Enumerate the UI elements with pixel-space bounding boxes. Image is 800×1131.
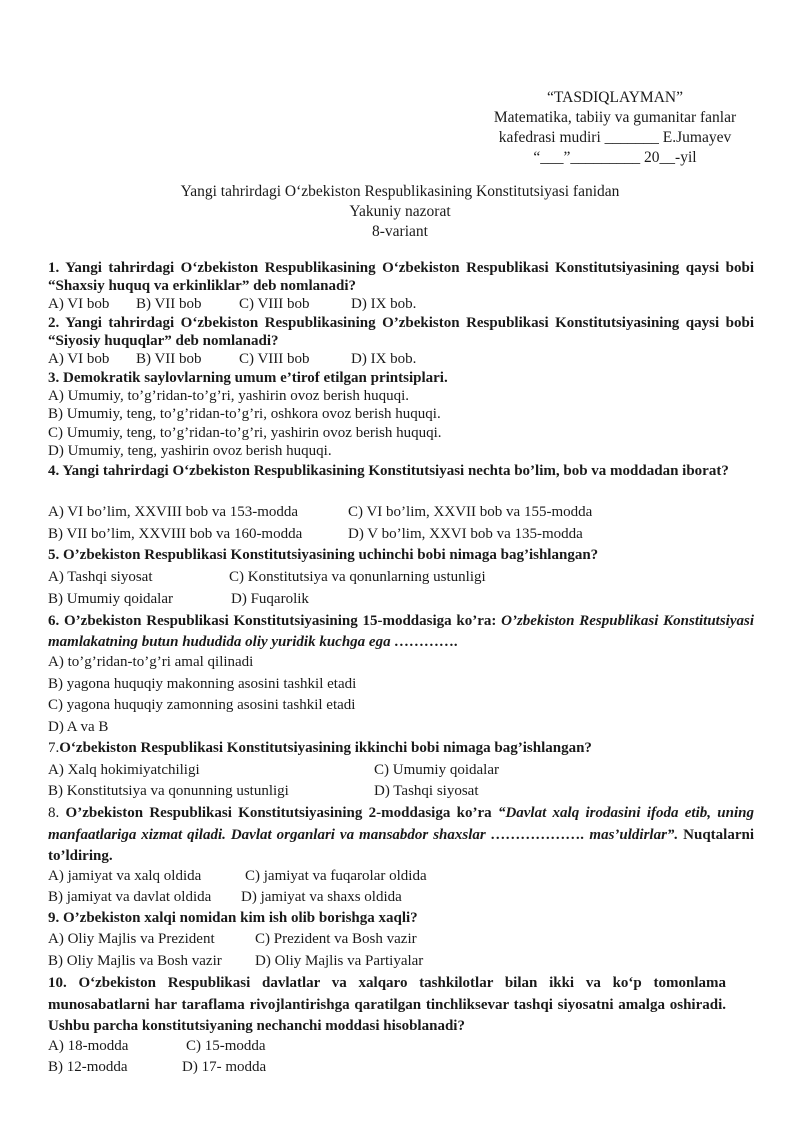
- question-4-options-row2: [48, 525, 754, 543]
- option-d: D) Fuqarolik: [231, 591, 309, 607]
- question-3-option-a: A) Umumiy, to’g’ridan-to’g’ri, yashirin ovoz berish huquqi.: [48, 388, 410, 404]
- option-d: D) Tashqi siyosat: [374, 783, 479, 799]
- option-b: B) VII bob: [136, 351, 202, 367]
- heading-type: Yakuniy nazorat: [349, 203, 451, 220]
- question-9: 9. O’zbekiston xalqi nomidan kim ish olib borishga xaqli?: [48, 910, 418, 926]
- question-6-option-c: C) yagona huquqiy zamonning asosini tashkil etadi: [48, 697, 356, 713]
- approval-block: [470, 88, 760, 168]
- question-6-quote: O’zbekiston Respublikasi Konstitutsiyasi mamlakatning butun hududida oliy yuridik kuchga ega ………….: [48, 613, 755, 650]
- question-6-option-d: D) A va B: [48, 719, 109, 735]
- option-a: A) jamiyat va xalq oldida: [48, 868, 202, 884]
- approval-date: “___”_________ 20__-yil: [533, 149, 697, 166]
- option-d: D) 17- modda: [182, 1059, 267, 1075]
- question-6-option-a: A) to’g’ridan-to’g’ri amal qilinadi: [48, 654, 254, 670]
- question-1: 1. Yangi tahrirdagi O‘zbekiston Respublikasining O‘zbekiston Respublikasi Konstitutsiyasining qaysi bobi “Shaxsiy huquq va erkinliklar” deb nomlanadi?: [48, 260, 754, 294]
- question-8-suffix: Nuqtalarni to’ldiring.: [48, 826, 754, 864]
- question-7-text: O‘zbekiston Respublikasi Konstitutsiyasining ikkinchi bobi nimaga bag’ishlangan?: [59, 740, 592, 756]
- question-5-options-row1: [48, 568, 754, 586]
- option-b: B) Umumiy qoidalar: [48, 591, 173, 607]
- option-a: A) VI bob: [48, 351, 110, 367]
- option-b: B) VII bo’lim, XXVIII bob va 160-modda: [48, 526, 303, 542]
- question-4: 4. Yangi tahrirdagi O‘zbekiston Respublikasining Konstitutsiyasi nechta bo’lim, bob va moddadan iborat?: [48, 463, 729, 479]
- question-8-quote: “Davlat xalq irodasini ifoda etib, uning manfaatlariga xizmat qiladi. Davlat organlari va mansabdor shaxslar ………………. mas’uldirlar”.: [48, 805, 755, 843]
- approval-department: Matematika, tabiiy va gumanitar fanlar: [493, 109, 737, 126]
- question-9-options-row1: [48, 930, 754, 948]
- option-a: A) Oliy Majlis va Prezident: [48, 931, 215, 947]
- question-2-options: [48, 350, 754, 368]
- question-2: 2. Yangi tahrirdagi O‘zbekiston Respublikasining O’zbekiston Respublikasi Konstitutsiyasining qaysi bobi “Siyosiy huquqlar” deb nomlanadi?: [48, 315, 754, 349]
- question-6-prefix: 6. O’zbekiston Respublikasi Konstitutsiyasining 15-moddasiga ko’ra:: [48, 613, 497, 629]
- question-7: [48, 739, 754, 757]
- option-a: A) Tashqi siyosat: [48, 569, 153, 585]
- question-8: [48, 803, 754, 868]
- heading-subject: Yangi tahrirdagi O‘zbekiston Respublikasining Konstitutsiyasi fanidan: [180, 183, 620, 200]
- question-4-options-row1: [48, 503, 754, 521]
- option-d: D) IX bob.: [351, 296, 417, 312]
- option-d: D) jamiyat va shaxs oldida: [241, 889, 402, 905]
- question-10-options-row1: [48, 1037, 754, 1055]
- question-6: [48, 611, 754, 653]
- option-c: C) jamiyat va fuqarolar oldida: [245, 868, 427, 884]
- option-b: B) Konstitutsiya va qonunning ustunligi: [48, 783, 289, 799]
- option-b: B) jamiyat va davlat oldida: [48, 889, 212, 905]
- option-c: C) Prezident va Bosh vazir: [255, 931, 417, 947]
- option-c: C) VI bo’lim, XXVII bob va 155-modda: [348, 504, 593, 520]
- question-3-option-d: D) Umumiy, teng, yashirin ovoz berish huquqi.: [48, 443, 332, 459]
- option-a: A) VI bo’lim, XXVIII bob va 153-modda: [48, 504, 299, 520]
- option-a: A) VI bob: [48, 296, 110, 312]
- option-c: C) 15-modda: [186, 1038, 266, 1054]
- option-b: B) Oliy Majlis va Bosh vazir: [48, 953, 222, 969]
- question-8-prefix: O’zbekiston Respublikasi Konstitutsiyasining 2-moddasiga ko’ra: [65, 805, 498, 821]
- option-a: A) Xalq hokimiyatchiligi: [48, 762, 200, 778]
- option-d: D) V bo’lim, XXVI bob va 135-modda: [348, 526, 583, 542]
- question-5-options-row2: [48, 590, 754, 608]
- question-3: 3. Demokratik saylovlarning umum e’tirof etilgan printsiplari.: [48, 370, 448, 386]
- option-c: C) VIII bob: [239, 351, 310, 367]
- question-8-options-row2: [48, 888, 754, 906]
- heading-variant: 8-variant: [372, 223, 428, 240]
- question-9-options-row2: [48, 952, 754, 970]
- question-6-option-b: B) yagona huquqiy makonning asosini tashkil etadi: [48, 676, 357, 692]
- question-7-number: 7.: [48, 740, 60, 756]
- question-7-options-row1: [48, 761, 754, 779]
- option-c: C) Konstitutsiya va qonunlarning ustunligi: [229, 569, 486, 585]
- option-d: D) IX bob.: [351, 351, 417, 367]
- approval-head: kafedrasi mudiri _______ E.Jumayev: [498, 129, 732, 146]
- question-5: 5. O’zbekiston Respublikasi Konstitutsiyasining uchinchi bobi nimaga bag’ishlangan?: [48, 547, 599, 563]
- question-8-number: 8.: [48, 805, 66, 821]
- question-3-option-b: B) Umumiy, teng, to’g’ridan-to’g’ri, oshkora ovoz berish huquqi.: [48, 406, 441, 422]
- option-c: C) VIII bob: [239, 296, 310, 312]
- question-8-options-row1: [48, 867, 754, 885]
- exam-heading: [0, 182, 800, 242]
- question-10: 10. O‘zbekiston Respublikasi davlatlar va xalqaro tashkilotlar bilan ikki va ko‘p tomonlama munosabatlarni har taraflama rivojlantirishga qaratilgan tinchliksevar tashqi siyosatni amalga oshiradi. Ushbu parcha konstitutsiyaning nechanchi moddasi hisoblanadi?: [48, 975, 726, 1034]
- option-d: D) Oliy Majlis va Partiyalar: [255, 953, 424, 969]
- approval-title: “TASDIQLAYMAN”: [547, 89, 683, 106]
- option-b: B) VII bob: [136, 296, 202, 312]
- question-7-options-row2: [48, 782, 754, 800]
- question-1-options: [48, 295, 754, 313]
- question-3-option-c: C) Umumiy, teng, to’g’ridan-to’g’ri, yashirin ovoz berish huquqi.: [48, 425, 442, 441]
- option-a: A) 18-modda: [48, 1038, 129, 1054]
- question-10-options-row2: [48, 1058, 754, 1076]
- option-c: C) Umumiy qoidalar: [374, 762, 499, 778]
- option-b: B) 12-modda: [48, 1059, 128, 1075]
